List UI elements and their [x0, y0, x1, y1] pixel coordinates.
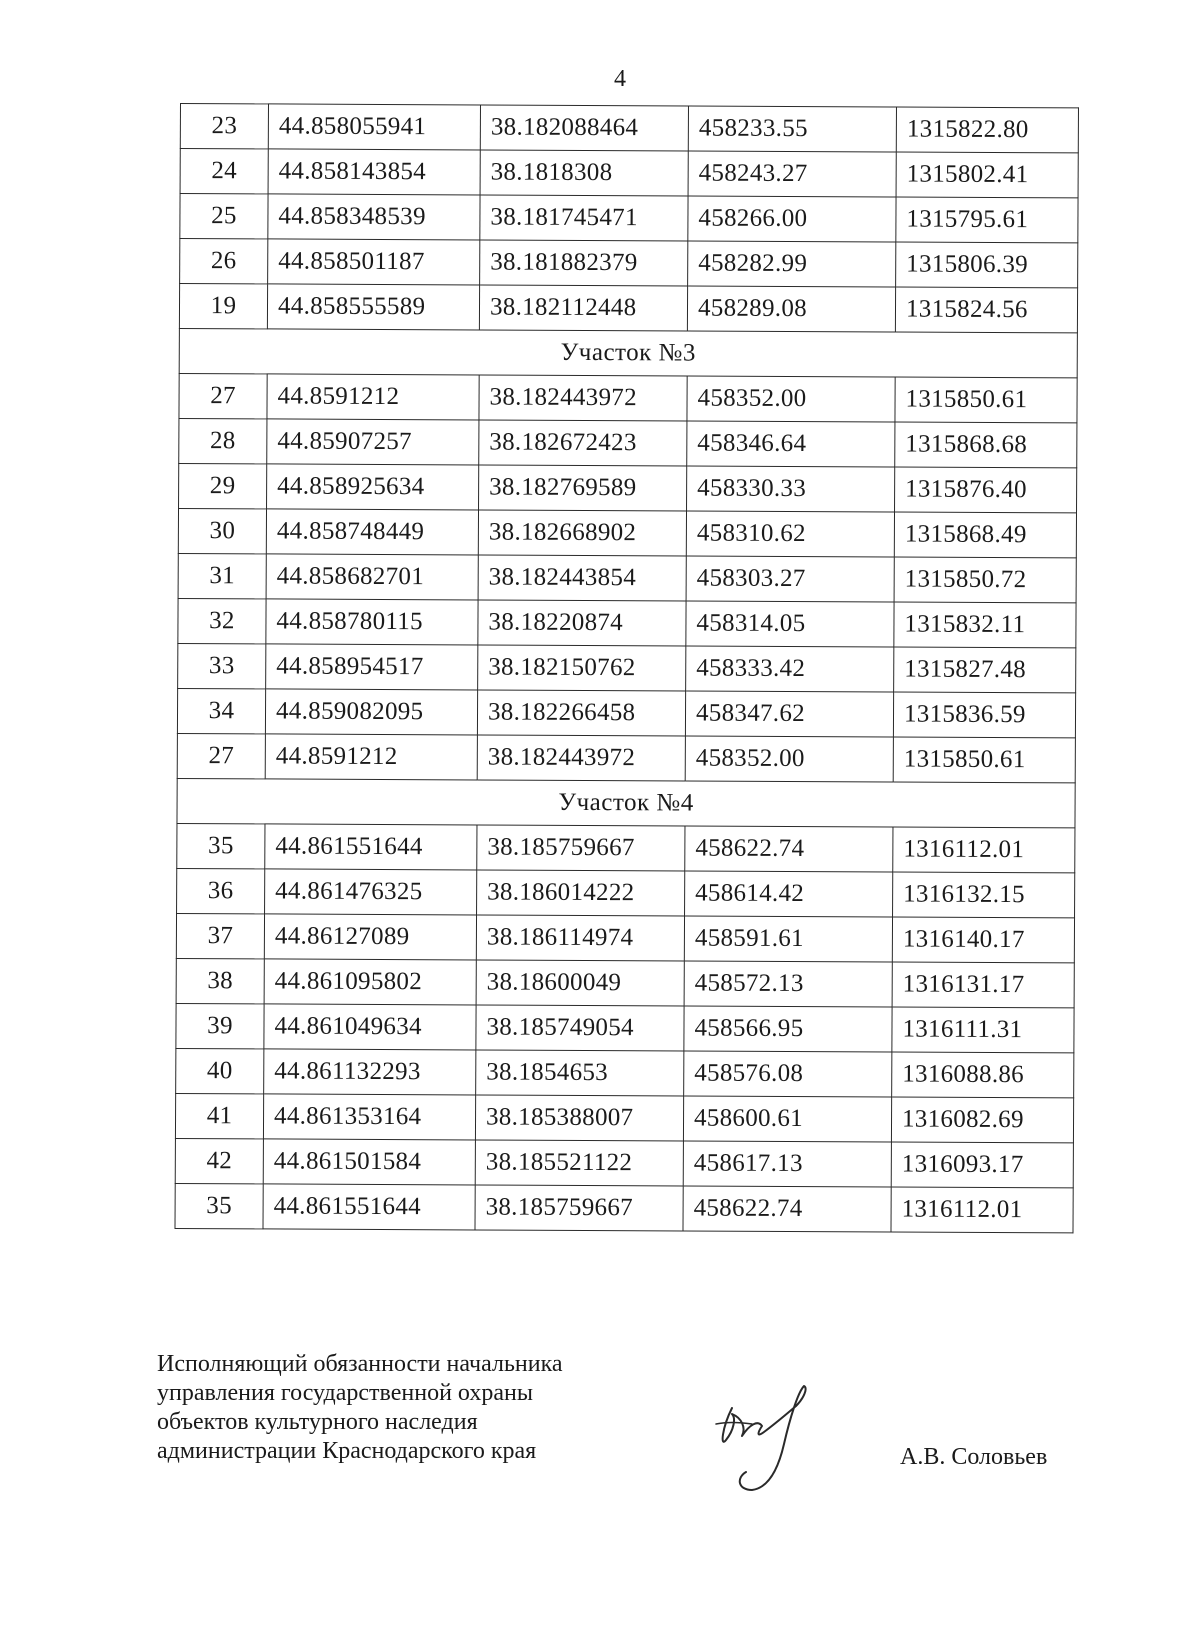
- section-title: Участок №3: [179, 328, 1077, 377]
- y-coordinate-cell: 1315850.61: [893, 737, 1075, 783]
- section-header-row: [179, 328, 1077, 377]
- y-coordinate-cell: 1315822.80: [896, 107, 1078, 153]
- table-row: [179, 373, 1077, 422]
- x-coordinate-cell: 458330.33: [687, 466, 895, 512]
- longitude-cell: 38.182672423: [479, 420, 687, 466]
- latitude-cell: 44.858780115: [266, 599, 478, 645]
- x-coordinate-cell: 458282.99: [688, 241, 896, 287]
- y-coordinate-cell: 1315806.39: [896, 242, 1078, 288]
- y-coordinate-cell: 1316112.01: [891, 1187, 1073, 1233]
- longitude-cell: 38.185388007: [475, 1095, 683, 1141]
- longitude-cell: 38.18600049: [476, 960, 684, 1006]
- table-row: [180, 149, 1078, 198]
- y-coordinate-cell: 1316111.31: [892, 1007, 1074, 1053]
- page-number: 4: [614, 66, 626, 92]
- x-coordinate-cell: 458289.08: [687, 286, 895, 332]
- longitude-cell: 38.182266458: [477, 690, 685, 736]
- signatory-position-line: управления государственной охраны: [157, 1380, 533, 1406]
- longitude-cell: 38.182088464: [480, 105, 688, 151]
- y-coordinate-cell: 1315868.68: [895, 422, 1077, 468]
- latitude-cell: 44.861551644: [263, 1184, 475, 1230]
- x-coordinate-cell: 458591.61: [684, 916, 892, 962]
- y-coordinate-cell: 1315832.11: [894, 602, 1076, 648]
- latitude-cell: 44.8591212: [267, 374, 479, 420]
- point-number-cell: 27: [179, 373, 267, 418]
- x-coordinate-cell: 458566.95: [684, 1006, 892, 1052]
- table-row: [175, 1138, 1073, 1187]
- latitude-cell: 44.861551644: [265, 824, 477, 870]
- point-number-cell: 37: [176, 913, 264, 958]
- table-row: [179, 418, 1077, 467]
- y-coordinate-cell: 1316088.86: [892, 1052, 1074, 1098]
- point-number-cell: 36: [177, 868, 265, 913]
- table-row: [176, 1048, 1074, 1097]
- y-coordinate-cell: 1316082.69: [891, 1097, 1073, 1143]
- y-coordinate-cell: 1315850.72: [894, 557, 1076, 603]
- y-coordinate-cell: 1315824.56: [895, 287, 1077, 333]
- x-coordinate-cell: 458576.08: [684, 1051, 892, 1097]
- x-coordinate-cell: 458600.61: [683, 1096, 891, 1142]
- signatory-position-line: Исполняющий обязанности начальника: [157, 1351, 563, 1377]
- point-number-cell: 33: [178, 643, 266, 688]
- x-coordinate-cell: 458266.00: [688, 196, 896, 242]
- point-number-cell: 34: [177, 688, 265, 733]
- x-coordinate-cell: 458622.74: [683, 1186, 891, 1232]
- table-row: [175, 1093, 1073, 1142]
- x-coordinate-cell: 458614.42: [685, 871, 893, 917]
- latitude-cell: 44.86127089: [264, 914, 476, 960]
- y-coordinate-cell: 1316093.17: [891, 1142, 1073, 1188]
- point-number-cell: 35: [177, 823, 265, 868]
- point-number-cell: 41: [175, 1093, 263, 1138]
- table-row: [178, 553, 1076, 602]
- longitude-cell: 38.1818308: [480, 150, 688, 196]
- x-coordinate-cell: 458622.74: [685, 826, 893, 872]
- longitude-cell: 38.185759667: [475, 1185, 683, 1231]
- table-row: [178, 643, 1076, 692]
- latitude-cell: 44.858348539: [268, 194, 480, 240]
- y-coordinate-cell: 1316132.15: [893, 872, 1075, 918]
- longitude-cell: 38.182443854: [478, 555, 686, 601]
- point-number-cell: 27: [177, 733, 265, 778]
- x-coordinate-cell: 458572.13: [684, 961, 892, 1007]
- y-coordinate-cell: 1315876.40: [895, 467, 1077, 513]
- signatory-position-line: администрации Краснодарского края: [157, 1438, 537, 1464]
- point-number-cell: 40: [176, 1048, 264, 1093]
- longitude-cell: 38.181745471: [480, 195, 688, 241]
- y-coordinate-cell: 1315795.61: [896, 197, 1078, 243]
- table-row: [177, 733, 1075, 782]
- longitude-cell: 38.182443972: [479, 375, 687, 421]
- coordinates-table-body: [175, 104, 1078, 1233]
- section-title: Участок №4: [177, 778, 1075, 827]
- table-row: [180, 239, 1078, 288]
- signatory-position: [157, 1350, 563, 1466]
- coordinates-table: [174, 103, 1078, 1233]
- table-row: [177, 688, 1075, 737]
- table-row: [180, 194, 1078, 243]
- x-coordinate-cell: 458310.62: [686, 511, 894, 557]
- y-coordinate-cell: 1315850.61: [895, 377, 1077, 423]
- longitude-cell: 38.182112448: [479, 285, 687, 331]
- table-row: [176, 1003, 1074, 1052]
- point-number-cell: 25: [180, 194, 268, 239]
- longitude-cell: 38.182443972: [477, 735, 685, 781]
- signatory-position-line: объектов культурного наследия: [157, 1409, 478, 1435]
- latitude-cell: 44.861095802: [264, 959, 476, 1005]
- y-coordinate-cell: 1315827.48: [894, 647, 1076, 693]
- latitude-cell: 44.861049634: [264, 1004, 476, 1050]
- longitude-cell: 38.185759667: [477, 825, 685, 871]
- latitude-cell: 44.85907257: [267, 419, 479, 465]
- point-number-cell: 32: [178, 598, 266, 643]
- table-row: [178, 598, 1076, 647]
- point-number-cell: 24: [180, 149, 268, 194]
- point-number-cell: 23: [180, 104, 268, 149]
- x-coordinate-cell: 458347.62: [685, 691, 893, 737]
- latitude-cell: 44.861501584: [263, 1139, 475, 1185]
- latitude-cell: 44.858501187: [268, 239, 480, 285]
- latitude-cell: 44.861353164: [263, 1094, 475, 1140]
- y-coordinate-cell: 1315802.41: [896, 152, 1078, 198]
- latitude-cell: 44.858143854: [268, 149, 480, 195]
- longitude-cell: 38.185749054: [476, 1005, 684, 1051]
- latitude-cell: 44.861476325: [265, 869, 477, 915]
- point-number-cell: 38: [176, 958, 264, 1003]
- x-coordinate-cell: 458314.05: [686, 601, 894, 647]
- point-number-cell: 42: [175, 1138, 263, 1183]
- y-coordinate-cell: 1316140.17: [892, 917, 1074, 963]
- table-row: [176, 913, 1074, 962]
- point-number-cell: 29: [179, 463, 267, 508]
- table-row: [179, 284, 1077, 333]
- y-coordinate-cell: 1316112.01: [893, 827, 1075, 873]
- latitude-cell: 44.858748449: [266, 509, 478, 555]
- latitude-cell: 44.8591212: [265, 734, 477, 780]
- latitude-cell: 44.858925634: [267, 464, 479, 510]
- point-number-cell: 19: [179, 284, 267, 329]
- longitude-cell: 38.186014222: [477, 870, 685, 916]
- handwritten-signature: [712, 1378, 832, 1508]
- table-row: [175, 1183, 1073, 1232]
- x-coordinate-cell: 458346.64: [687, 421, 895, 467]
- point-number-cell: 39: [176, 1003, 264, 1048]
- x-coordinate-cell: 458352.00: [685, 736, 893, 782]
- table-row: [177, 868, 1075, 917]
- x-coordinate-cell: 458352.00: [687, 376, 895, 422]
- table-row: [177, 823, 1075, 872]
- longitude-cell: 38.185521122: [475, 1140, 683, 1186]
- table-row: [179, 463, 1077, 512]
- point-number-cell: 31: [178, 553, 266, 598]
- longitude-cell: 38.182150762: [478, 645, 686, 691]
- table-row: [180, 104, 1078, 153]
- x-coordinate-cell: 458243.27: [688, 151, 896, 197]
- y-coordinate-cell: 1316131.17: [892, 962, 1074, 1008]
- latitude-cell: 44.858682701: [266, 554, 478, 600]
- signatory-name: А.В. Соловьев: [900, 1444, 1048, 1470]
- x-coordinate-cell: 458233.55: [688, 106, 896, 152]
- x-coordinate-cell: 458303.27: [686, 556, 894, 602]
- y-coordinate-cell: 1315868.49: [894, 512, 1076, 558]
- section-header-row: [177, 778, 1075, 827]
- table-row: [176, 958, 1074, 1007]
- longitude-cell: 38.182668902: [478, 510, 686, 556]
- latitude-cell: 44.858055941: [268, 104, 480, 150]
- point-number-cell: 35: [175, 1183, 263, 1228]
- longitude-cell: 38.182769589: [479, 465, 687, 511]
- table-row: [178, 508, 1076, 557]
- point-number-cell: 28: [179, 418, 267, 463]
- x-coordinate-cell: 458333.42: [686, 646, 894, 692]
- latitude-cell: 44.858954517: [266, 644, 478, 690]
- point-number-cell: 26: [180, 239, 268, 284]
- x-coordinate-cell: 458617.13: [683, 1141, 891, 1187]
- latitude-cell: 44.858555589: [267, 284, 479, 330]
- longitude-cell: 38.18220874: [478, 600, 686, 646]
- longitude-cell: 38.186114974: [476, 915, 684, 961]
- y-coordinate-cell: 1315836.59: [893, 692, 1075, 738]
- latitude-cell: 44.861132293: [264, 1049, 476, 1095]
- longitude-cell: 38.181882379: [480, 240, 688, 286]
- latitude-cell: 44.859082095: [265, 689, 477, 735]
- point-number-cell: 30: [178, 508, 266, 553]
- longitude-cell: 38.1854653: [476, 1050, 684, 1096]
